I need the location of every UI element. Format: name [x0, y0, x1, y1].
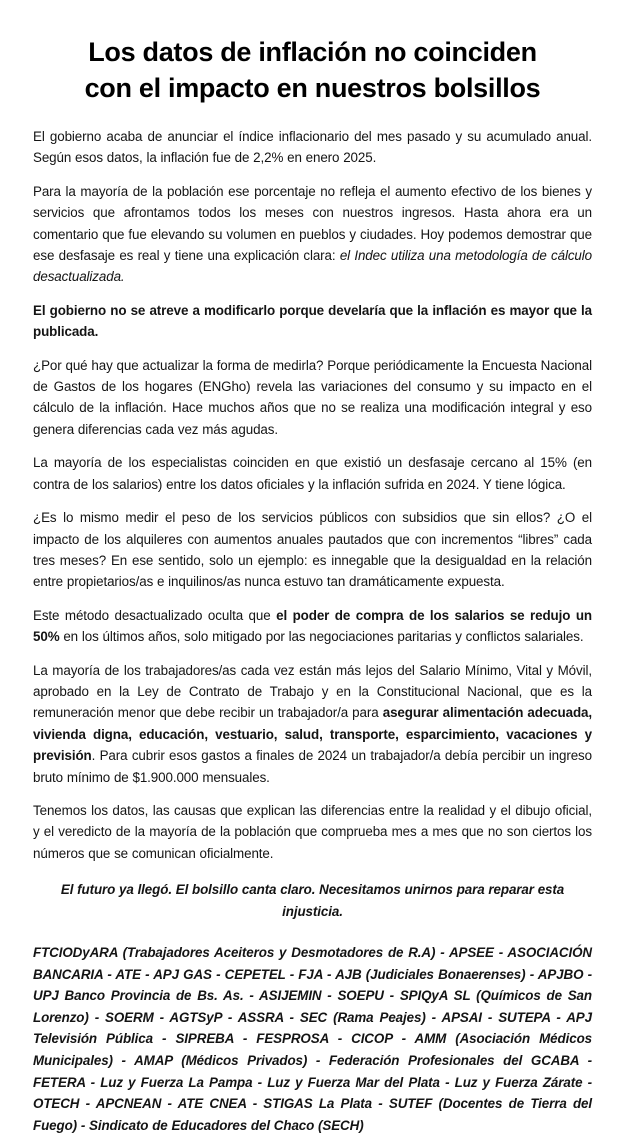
paragraph-purchasing-power: Este método desactualizado oculta que el poder de compra de los salarios se redujo un 50% en los últimos años, solo mitigado por las negociaciones paritarias y conflictos salariales.: [33, 607, 592, 645]
paragraph-inflation-announcement: El gobierno acaba de anunciar el índice inflacionario del mes pasado y su acumulado anual. Según esos datos, la inflación fue de 2,2% en enero 2025.: [33, 129, 592, 166]
paragraph-why-update: ¿Por qué hay que actualizar la forma de medirla? Porque periódicamente la Encuesta Nacional de Gastos de los hogares (ENGho) revela las variaciones del consumo y su impacto en el cálculo de la inflación. Hace muchos años que no se realiza una modificación integral y eso genera diferencias cada vez más agudas.: [33, 357, 592, 437]
paragraph-verdict: Tenemos los datos, las causas que explican las diferencias entre la realidad y el dibujo oficial, y el veredicto de la mayoría de la población que comprueba mes a mes que no son ciertos los números que se comunican oficialmente.: [33, 802, 592, 861]
paragraph-subsidies-rents: ¿Es lo mismo medir el peso de los servicios públicos con subsidios que sin ellos? ¿O el impacto de los alquileres con aumentos anuales pautados que con incrementos “libres” cada tres meses? En ese sentido, solo un ejemplo: es innegable que la desigualdad en la relación entre propietarios/as e inquilinos/as nunca estuvo tan dramáticamente expuesta.: [33, 510, 592, 590]
title-line-2: con el impacto en nuestros bolsillos: [84, 73, 541, 103]
paragraph-population-perception: Para la mayoría de la población ese porcentaje no refleja el aumento efectivo de los bienes y servicios que afrontamos todos los meses con nuestros ingresos. Hasta ahora era un comentario que fue elevando su volumen en pueblos y ciudades. Hoy podemos demostrar que ese desfasaje es real y tiene una explicación clara: el Indec utiliza una metodología de cálculo desactualizada.: [33, 183, 592, 285]
closing-statement: El futuro ya llegó. El bolsillo canta claro. Necesitamos unirnos para reparar esta injusticia.: [60, 882, 565, 919]
page-title: [33, 34, 592, 106]
paragraph-minimum-wage: La mayoría de los trabajadores/as cada vez están más lejos del Salario Mínimo, Vital y Móvil, aprobado en la Ley de Contrato de Trabajo y en la Constitucional Nacional, que es la remuneración menor que debe recibir un trabajador/a para asegurar alimentación adecuada, vivienda digna, educación, vestuario, salud, transporte, esparcimiento, vacaciones y previsión. Para cubrir esos gastos a finales de 2024 un trabajador/a debía percibir un ingreso bruto mínimo de $1.900.000 mensuales.: [33, 662, 592, 785]
signatories-list: FTCIODyARA (Trabajadores Aceiteros y Desmotadores de R.A) - APSEE - ASOCIACIÓN BANCARIA - ATE - APJ GAS - CEPETEL - FJA - AJB (Judiciales Bonaerenses) - APJBO - UPJ Banco Provincia de Bs. As. - ASIJEMIN - SOEPU - SPIQyA SL (Químicos de San Lorenzo) - SOERM - AGTSyP - ASSRA - SEC (Rama Peajes) - APSAI - SUTEPA - APJ Televisión Pública - SIPREBA - FESPROSA - CICOP - AMM (Asociación Médicos Municipales) - AMAP (Médicos Privados) - Federación Profesionales del GCABA - FETERA - Luz y Fuerza La Pampa - Luz y Fuerza Mar del Plata - Luz y Fuerza Zárate - OTECH - APCNEAN - ATE CNEA - STIGAS La Plata - SUTEF (Docentes de Tierra del Fuego) - Sindicato de Educadores del Chaco (SECH): [33, 945, 592, 1133]
paragraph-government-claim: El gobierno no se atreve a modificarlo porque develaría que la inflación es mayor que la publicada.: [33, 302, 592, 340]
paragraph-specialists-gap: La mayoría de los especialistas coinciden en que existió un desfasaje cercano al 15% (en contra de los salarios) entre los datos oficiales y la inflación sufrida en 2024. Y tiene lógica.: [33, 455, 592, 492]
title-line-1: Los datos de inflación no coinciden: [88, 37, 537, 67]
